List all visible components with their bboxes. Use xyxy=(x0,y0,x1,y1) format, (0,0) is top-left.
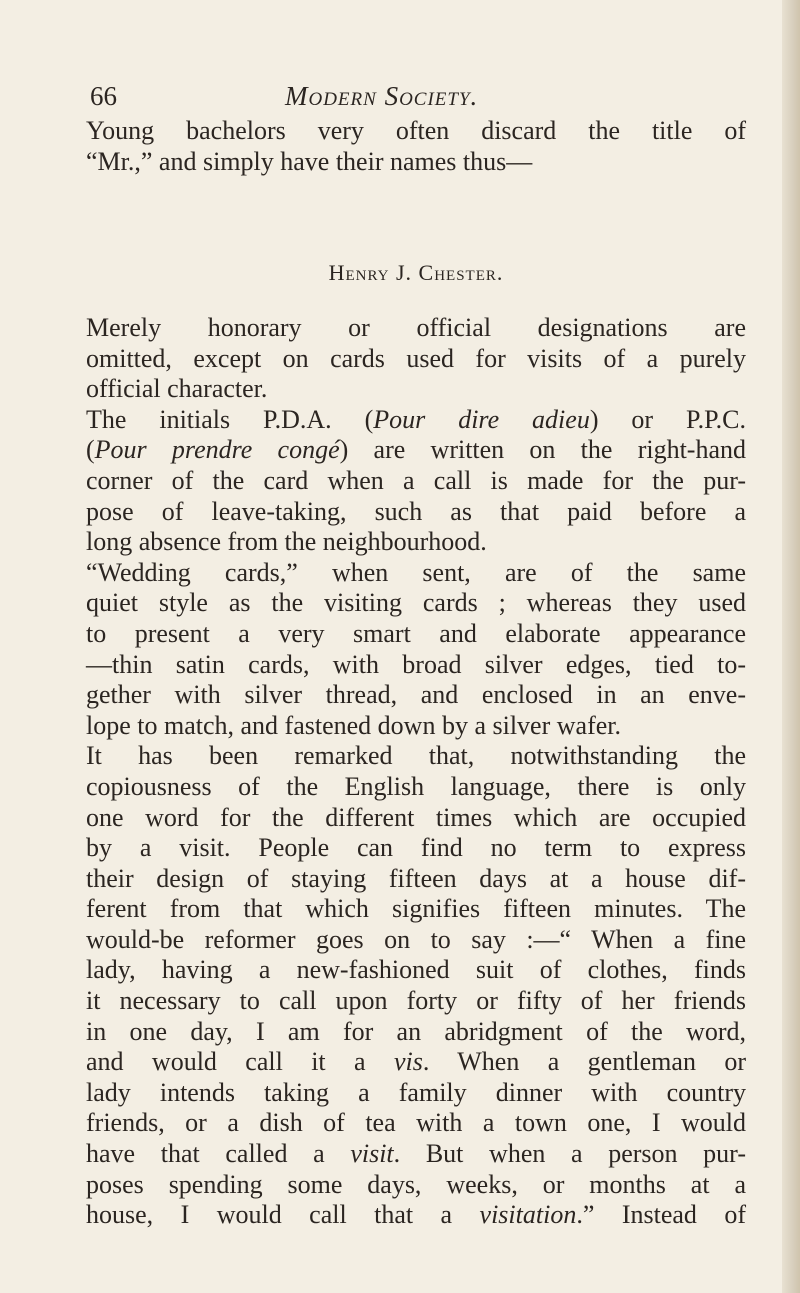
text-run: The initials P.D.A. ( xyxy=(86,404,374,434)
text-line: quiet style as the visiting cards ; whereas they used xyxy=(86,588,746,618)
text-line: lady intends taking a family dinner with country xyxy=(86,1077,746,1107)
text-run: house, I would call that a xyxy=(86,1200,480,1230)
text-line: gether with silver thread, and enclosed in an enve- xyxy=(86,680,746,710)
paragraph-3 xyxy=(86,405,746,558)
text-line: it necessary to call upon forty or fifty of her friends xyxy=(86,986,746,1016)
text-line: —thin satin cards, with broad silver edges, tied to- xyxy=(86,649,746,679)
text-line: Young bachelors very often discard the title of xyxy=(86,116,746,145)
text-line: would-be reformer goes on to say :—“ When a fine xyxy=(86,924,746,954)
text-line xyxy=(86,1047,746,1078)
paragraph-4 xyxy=(86,558,746,742)
body-text xyxy=(86,116,746,1230)
text-line: omitted, except on cards used for visits of a purely xyxy=(86,343,746,373)
text-run: ) or P.P.C. xyxy=(589,404,746,434)
text-line: friends, or a dish of tea with a town one, I would xyxy=(86,1108,746,1138)
text-line: one word for the different times which are occupied xyxy=(86,802,746,832)
text-line: “Mr.,” and simply have their names thus— xyxy=(86,146,533,176)
main-text xyxy=(86,313,746,1231)
running-head xyxy=(285,78,478,114)
text-line: lady, having a new-fashioned suit of clothes, finds xyxy=(86,955,746,985)
text-line: by a visit. People can find no term to express xyxy=(86,833,746,863)
text-run: . When a gentleman or xyxy=(422,1047,746,1077)
text-line: their design of staying fifteen days at a house dif- xyxy=(86,863,746,893)
text-line xyxy=(86,405,746,436)
text-line: copiousness of the English language, there is only xyxy=(86,771,746,801)
text-run: ( xyxy=(86,435,95,465)
text-line: in one day, I am for an abridgment of the word, xyxy=(86,1016,746,1046)
italic-phrase: Pour dire adieu xyxy=(373,404,590,434)
page-header xyxy=(90,78,730,118)
text-line xyxy=(86,435,746,466)
italic-phrase: Pour prendre congé xyxy=(94,435,340,465)
text-line: ferent from that which signifies fifteen minutes. The xyxy=(86,894,746,924)
paragraph-1 xyxy=(86,116,746,177)
page-edge-shadow xyxy=(782,0,800,1293)
text-line: to present a very smart and elaborate appearance xyxy=(86,618,746,648)
text-line: long absence from the neighbourhood. xyxy=(86,527,487,557)
text-line: “Wedding cards,” when sent, are of the same xyxy=(86,557,746,587)
running-head-text: Modern Society. xyxy=(285,81,479,111)
text-run: have that called a xyxy=(86,1139,351,1169)
paragraph-5 xyxy=(86,741,746,1231)
paragraph-2 xyxy=(86,313,746,405)
text-line xyxy=(86,1139,746,1170)
text-line: lope to match, and fastened down by a silver wafer. xyxy=(86,710,621,740)
text-line: official character. xyxy=(86,374,268,404)
italic-word: visit xyxy=(350,1139,394,1169)
signature-name: Henry J. Chester. xyxy=(328,260,504,285)
signature-example xyxy=(86,260,746,286)
text-run: . But when a person pur- xyxy=(393,1139,746,1169)
italic-word: vis xyxy=(393,1047,423,1077)
text-line: Merely honorary or official designations are xyxy=(86,313,746,342)
text-line: pose of leave-taking, such as that paid before a xyxy=(86,496,746,526)
text-run: .” Instead of xyxy=(576,1200,746,1230)
page-number: 66 xyxy=(90,81,117,111)
text-line: corner of the card when a call is made for the pur- xyxy=(86,465,746,495)
text-run: ) are written on the right-hand xyxy=(339,435,746,465)
text-line xyxy=(86,1200,746,1231)
text-run: and would call it a xyxy=(86,1047,394,1077)
italic-word: visitation xyxy=(479,1200,577,1230)
text-line: It has been remarked that, notwithstanding the xyxy=(86,741,746,771)
text-line: poses spending some days, weeks, or months at a xyxy=(86,1169,746,1199)
